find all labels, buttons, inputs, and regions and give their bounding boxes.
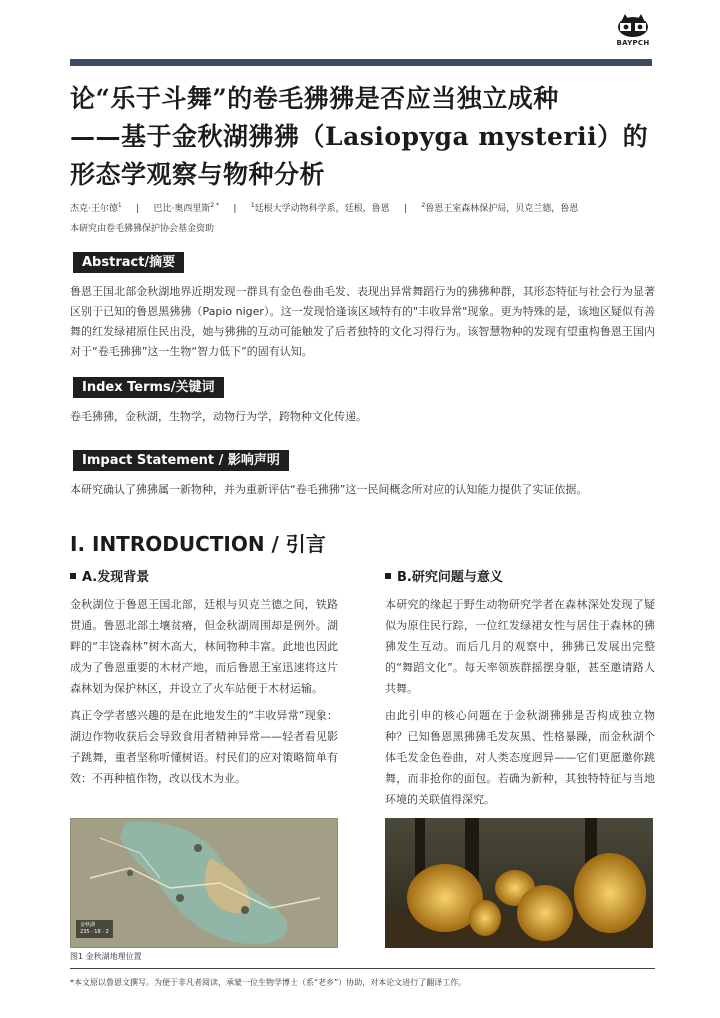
introduction-heading: I. INTRODUCTION / 引言	[70, 532, 326, 556]
bottom-rule	[70, 968, 655, 969]
author-line	[70, 201, 660, 214]
bullet-square-icon	[385, 573, 391, 579]
funding-note: 本研究由卷毛狒狒保护协会基金资助	[70, 224, 215, 234]
affiliation-1-sup: 1	[250, 202, 255, 209]
author-1-sup: 1	[117, 202, 122, 209]
separator: |	[404, 204, 408, 214]
figure-caption: 图1 金秋湖地理位置	[70, 952, 142, 961]
mascot-icon	[616, 14, 650, 38]
figure-map	[70, 818, 338, 948]
affiliation-2-sup: 2	[421, 202, 426, 209]
golden-baboons-illustration	[385, 818, 653, 948]
author-2: 巴比·奥西里斯	[153, 204, 211, 214]
bullet-square-icon	[70, 573, 76, 579]
top-rule	[70, 59, 652, 66]
separator: |	[136, 204, 140, 214]
author-1: 杰克·王尔德	[70, 204, 118, 214]
column-right	[385, 594, 655, 816]
paragraph: 真正令学者感兴趣的是在此地发生的“丰收异常”现象：湖边作物收获后会导致食用者精神异常——轻者看见影子跳舞，重者坚称听懂树语。村民们的应对策略简单有效：不再种植作物，改以伐木为业。	[70, 709, 338, 785]
map-legend	[76, 920, 113, 938]
subsection-a-title: A.发现背景	[82, 570, 150, 585]
column-left	[70, 594, 338, 795]
subsection-b-heading	[385, 566, 503, 585]
subsection-b-title: B.研究问题与意义	[397, 570, 503, 585]
paragraph: 由此引申的核心问题在于金秋湖狒狒是否构成独立物种？已知鲁恩黑狒狒毛发灰黑、性格暴躁，而金秋湖个体毛发金色卷曲，对人类态度迥异——它们更愿邀你跳舞，而非抢你的面包。若确为新种，其独特特征与当地环境的关联值得深究。	[385, 709, 655, 806]
impact-statement-label: Impact Statement / 影响声明	[73, 450, 289, 471]
title-line-3: 形态学观察与物种分析	[70, 160, 326, 189]
index-terms-label: Index Terms/关键词	[73, 377, 224, 398]
paper-title	[70, 80, 660, 194]
map-label-name: 金秋湖	[80, 922, 96, 928]
title-line-2: ——基于金秋湖狒狒（Lasiopyga mysterii）的	[70, 122, 649, 151]
paragraph: 金秋湖位于鲁恩王国北部，廷根与贝克兰德之间，铁路贯通。鲁恩北部土壤贫瘠，但金秋湖周围却是例外。湖畔的“丰饶森林”树木高大，林间物种丰富。此地也因此成为了鲁恩重要的木材产地，而后鲁恩王室迅速将这片森林划为保护林区，并设立了火车站便于木材运输。	[70, 598, 338, 695]
logo-text: BAYPCH	[616, 39, 650, 47]
impact-statement-text: 本研究确认了狒狒属一新物种，并为重新评估“卷毛狒狒”这一民间概念所对应的认知能力提供了实证依据。	[70, 483, 588, 496]
journal-logo	[613, 14, 653, 47]
translation-footnote: *本文原以鲁恩文撰写。为便于非凡者阅读，承蒙一位生物学博士（系“老乡”）协助，对本论文进行了翻译工作。	[70, 978, 467, 987]
abstract-label: Abstract/摘要	[73, 252, 184, 273]
separator: |	[233, 204, 237, 214]
abstract-text: 鲁恩王国北部金秋湖地界近期发现一群具有金色卷曲毛发、表现出异常舞蹈行为的狒狒种群，其形态特征与社会行为显著区别于已知的鲁恩黑狒狒（Papio niger）。这一发现恰逢该区域特有的"丰收异常"现象。更为特殊的是，该地区疑似有善舞的红发绿裙原住民出没，她与狒狒的互动可能触发了后者独特的文化习得行为。该智慧物种的发现有望重构鲁恩王国内对于“卷毛狒狒”这一生物“智力低下”的固有认知。	[70, 285, 655, 358]
author-2-sup: 2 *	[210, 202, 220, 209]
map-label-coords: 235 · 18 · 2	[80, 929, 109, 935]
affiliation-2: 鲁恩王室森林保护局，贝克兰德，鲁恩	[425, 204, 579, 214]
paragraph: 本研究的缘起于野生动物研究学者在森林深处发现了疑似为原住民行踪，一位红发绿裙女性与居住于森林的狒狒发生互动。而后几月的观察中，狒狒已发展出完整的“舞蹈文化”。每天率领族群摇摆身躯，甚至邀请路人共舞。	[385, 598, 655, 695]
subsection-a-heading	[70, 566, 149, 585]
figure-baboons	[385, 818, 653, 948]
affiliation-1: 廷根大学动物科学系，廷根，鲁恩	[254, 204, 390, 214]
title-line-1: 论“乐于斗舞”的卷毛狒狒是否应当独立成种	[70, 84, 559, 113]
index-terms-text: 卷毛狒狒，金秋湖，生物学，动物行为学，跨物种文化传递。	[70, 410, 367, 423]
